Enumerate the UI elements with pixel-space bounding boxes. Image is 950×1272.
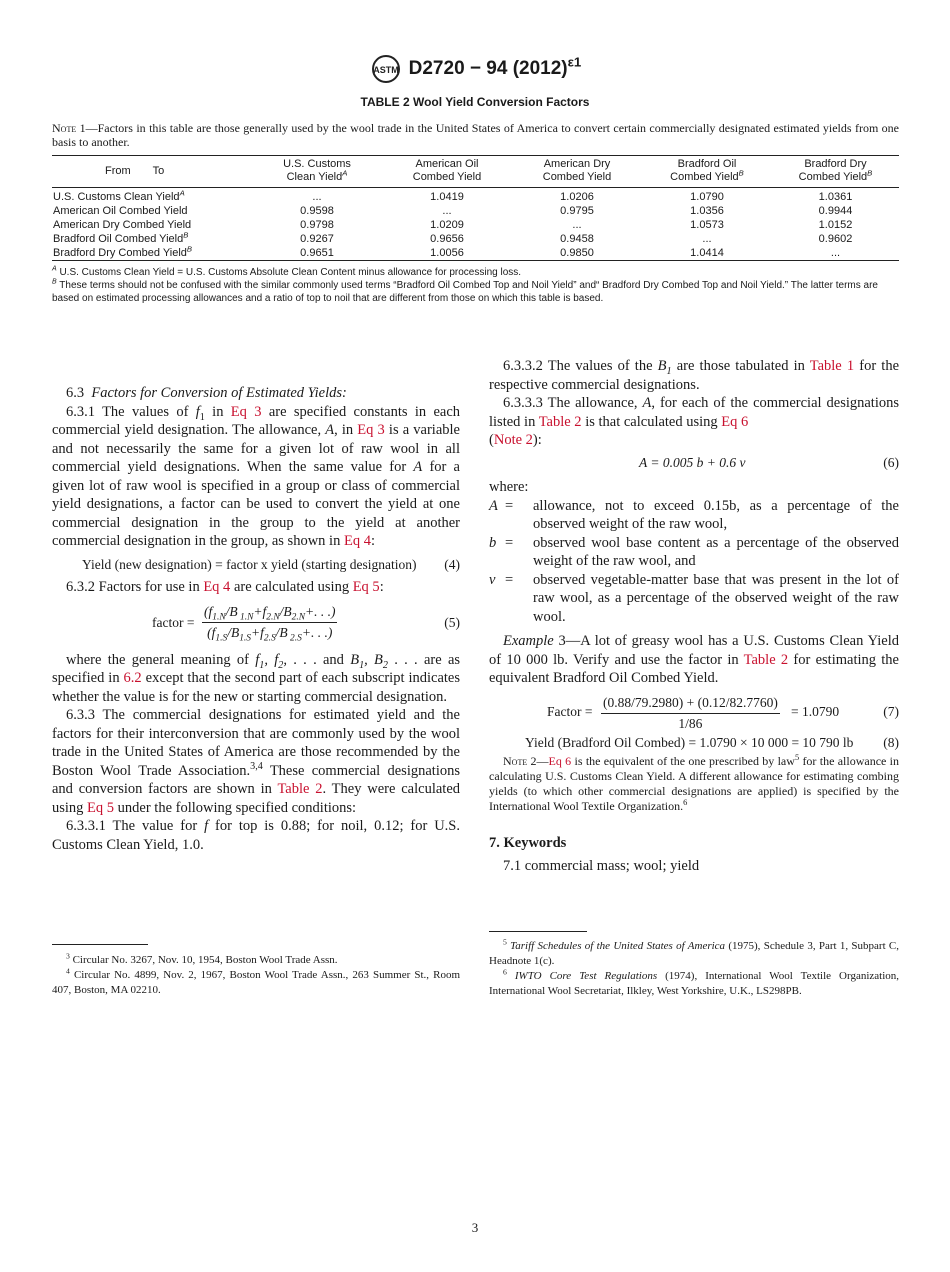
eq6-link[interactable]: Eq 6 bbox=[548, 754, 572, 768]
table-cell: ... bbox=[572, 219, 582, 231]
table-footnote-b: $^B$ These terms should not be confused with the similar commonly used terms “Bradford Oil Combed Top and Noil Yield” and“ Bradford Dry Combed Top and Noil Yield.” The latter terms are based on estimated processing allowances and a ratio of top to noil that are different from those on which this table is based. bbox=[52, 278, 878, 304]
table-cell: 1.0419 bbox=[430, 191, 464, 203]
standard-designation: D2720 − 94 $(2012)^{\varepsilon 1}$ bbox=[408, 54, 582, 79]
note-2: Note 2—Eq 6 is the equivalent of the one prescribed by law$^5$ for the allowance in calculating U.S. Customs Clean Yield. A different allowance for estimating combing yields (to which other commercial designations are applied) is specified by the International Wool Textile Organization.$^6$ bbox=[489, 753, 899, 813]
row-label: American Oil Combed Yield bbox=[53, 205, 188, 217]
footnote-3: $^3$ Circular No. 3267, Nov. 10, 1954, Boston Wool Trade Assn. bbox=[66, 951, 338, 966]
section-heading-6-3: 6.3 Factors for Conversion of Estimated Yields: bbox=[66, 385, 347, 401]
where-label: where: bbox=[489, 479, 529, 495]
table-cell: 0.9267 bbox=[300, 233, 334, 245]
table-cell: 1.0206 bbox=[560, 191, 594, 203]
table-cell: 1.0573 bbox=[690, 219, 724, 231]
right-column bbox=[489, 357, 899, 875]
section-6-2-link[interactable]: 6.2 bbox=[123, 670, 142, 686]
paragraph-6-3-1: 6.3.1 The values of $f_1$ in Eq 3 are specified constants in each commercial yield designation. The allowance, A, in Eq 3 is a variable and not necessarily the same for a given lot of raw wool in all commercial yield designations. When the same value for A for a given lot of raw wool is specified in a group or class of commercial yield designations, a factor can be used to convert the yield at one commercial designation in the group to the yield at another commercial designation in the group, as shown in Eq 4: bbox=[52, 403, 461, 549]
column-header: American Dry Combed Yield bbox=[512, 156, 642, 188]
equation-5: factor = $\frac{(f_{1.N}/B _{1.N}+f_{2.N}/B_{2.N}+. . .)}{(f_{1.S}/B_{1.S}+f_{2.S}/B _{2.S}+. . .)}$ (5) bbox=[152, 603, 460, 644]
footnotes-right bbox=[489, 939, 899, 999]
paragraph-6-3-2: 6.3.2 Factors for use in Eq 4 are calculated using Eq 5: bbox=[66, 579, 384, 595]
table-title: TABLE 2 Wool Yield Conversion Factors bbox=[360, 95, 590, 109]
table-cell: 0.9798 bbox=[300, 219, 334, 231]
eq4-link[interactable]: Eq 4 bbox=[343, 533, 371, 549]
table-footnote-a: $^A$ U.S. Customs Clean Yield = U.S. Customs Absolute Clean Content minus allowance for processing loss. bbox=[52, 265, 522, 278]
table-cell: ... bbox=[312, 191, 322, 203]
table-cell: 1.0414 bbox=[642, 246, 772, 261]
table-cell: ... bbox=[702, 233, 712, 245]
table-1-link[interactable]: Table 1 bbox=[809, 358, 855, 374]
note-2-link[interactable]: Note 2 bbox=[493, 432, 533, 448]
example-3: Example 3—A lot of greasy wool has a U.S. Customs Clean Yield of 10 000 lb. Verify and use the factor in Table 2 for estimating the equivalent Bradford Oil Combed Yield. bbox=[489, 633, 899, 686]
table-cell: 1.0356 bbox=[690, 205, 724, 217]
page-number: 3 bbox=[471, 1220, 479, 1235]
where-item-v: v = observed vegetable-matter base that was present in the lot of raw wool, as a percentage of the observed weight of the raw wool. bbox=[489, 571, 899, 625]
table-cell: 0.9598 bbox=[300, 205, 334, 217]
column-header: American Oil Combed Yield bbox=[382, 156, 512, 188]
eq6-link[interactable]: Eq 6 bbox=[721, 413, 749, 430]
table-cell: 1.0209 bbox=[430, 219, 464, 231]
equation-7-fraction: $\frac{(0.88/79.2980) + (0.12/82.7760)}{1/86}$ bbox=[603, 694, 778, 731]
table-cell: 0.9458 bbox=[560, 233, 594, 245]
column-header: U.S. Customs Clean Yield$^A$ bbox=[252, 156, 382, 188]
table-2-link[interactable]: Table 2 bbox=[538, 413, 582, 430]
paragraph-7-1: 7.1 commercial mass; wool; yield bbox=[503, 857, 700, 874]
where-item-A: A = allowance, not to exceed 0.15b, as a percentage of the observed weight of the raw wool, bbox=[489, 497, 899, 532]
conversion-table bbox=[52, 155, 899, 261]
table-cell: 0.9651 bbox=[252, 246, 382, 261]
table-row bbox=[52, 232, 899, 246]
table-cell: 1.0361 bbox=[818, 191, 853, 203]
equation-8: Yield (Bradford Oil Combed) = 1.0790 × 10 000 = 10 790 lb (8) bbox=[525, 734, 899, 750]
astm-logo bbox=[369, 54, 403, 84]
page-header bbox=[0, 54, 950, 84]
equation-7: Factor = $\frac{(0.88/79.2980) + (0.12/82.7760)}{1/86}$ = 1.0790 (7) bbox=[547, 694, 899, 730]
table-cell: ... bbox=[442, 205, 452, 217]
equation-6: A = 0.005 b + 0.6 v (6) bbox=[639, 454, 899, 470]
table-cell: 0.9656 bbox=[430, 233, 464, 245]
table-cell: 1.0790 bbox=[690, 191, 724, 203]
svg-text:ASTM: ASTM bbox=[372, 65, 399, 75]
equation-4: Yield (new designation) = factor x yield (starting designation) (4) bbox=[82, 556, 460, 572]
footnote-rule-left bbox=[52, 944, 148, 945]
column-header: Bradford Dry Combed Yield$^B$ bbox=[772, 156, 899, 188]
row-label: Bradford Dry Combed Yield$^B$ bbox=[52, 246, 252, 261]
table-row bbox=[52, 188, 899, 205]
eq4-link[interactable]: Eq 4 bbox=[203, 579, 231, 595]
paragraph-6-3-3-3: 6.3.3.3 The allowance, A, for each of the commercial designations listed in Table 2 is that calculated using Eq 6 (Note 2): bbox=[489, 395, 899, 448]
section-heading-7: 7. Keywords bbox=[489, 835, 567, 851]
table-2-link[interactable]: Table 2 bbox=[277, 781, 323, 797]
table-row bbox=[52, 218, 899, 232]
column-header: Bradford Oil Combed Yield$^B$ bbox=[642, 156, 772, 188]
table-cell: 1.0056 bbox=[382, 246, 512, 261]
eq3-link[interactable]: Eq 3 bbox=[230, 403, 262, 420]
table-cell: ... bbox=[772, 246, 899, 261]
where-item-b: b = observed wool base content as a percentage of the observed weight of the raw wool, and bbox=[489, 534, 899, 569]
footnote-rule-right bbox=[489, 931, 587, 932]
row-label: U.S. Customs Clean Yield$^A$ bbox=[53, 188, 185, 203]
table-cell: 0.9850 bbox=[512, 246, 642, 261]
footnotes-left bbox=[52, 953, 460, 998]
footnote-6: $^6$ IWTO Core Test Regulations (1974), International Wool Textile Organization, International Wool Secretariat, Ilkley, West Yorkshire, U.K., LS298PB. bbox=[489, 967, 900, 997]
left-column bbox=[52, 384, 460, 854]
eq5-link[interactable]: Eq 5 bbox=[352, 579, 380, 595]
equation-5-fraction: $\frac{(f_{1.N}/B _{1.N}+f_{2.N}/B_{2.N}+. . .)}{(f_{1.S}/B_{1.S}+f_{2.S}/B _{2.S}+. . .)}$ bbox=[204, 603, 336, 644]
table-cell: 0.9944 bbox=[818, 205, 853, 217]
paragraph-6-3-3-1: 6.3.3.1 The value for f for top is 0.88; for noil, 0.12; for U.S. Customs Clean Yield, 1.0. bbox=[52, 818, 460, 853]
footnote-5: $^5$ Tariff Schedules of the United States of America (1975), Schedule 3, Part 1, Subpart C, Headnote 1(c). bbox=[489, 937, 899, 967]
footnote-4: $^4$ Circular No. 4899, Nov. 2, 1967, Boston Wool Trade Assn., 263 Summer St., Room 407, Boston, MA 02210. bbox=[52, 966, 460, 996]
row-label: Bradford Oil Combed Yield$^B$ bbox=[53, 230, 189, 245]
eq3-link[interactable]: Eq 3 bbox=[357, 422, 385, 438]
row-label: American Dry Combed Yield bbox=[53, 219, 192, 231]
table-2-link[interactable]: Table 2 bbox=[743, 651, 789, 668]
table-header-row bbox=[52, 156, 899, 188]
paragraph-6-3-3-2: 6.3.3.2 The values of the $B_1$ are those tabulated in Table 1 for the respective commercial designations. bbox=[489, 358, 900, 393]
table-footnotes bbox=[52, 266, 899, 305]
table-cell: 0.9602 bbox=[818, 233, 853, 245]
paragraph-6-3-2-where: where the general meaning of $f_1$, $f_2$, . . . and $B_1$, $B_2$ . . . are as specified in 6.2 except that the second part of each subscript indicates whether the value is for the new or starting commercial designation. bbox=[52, 651, 461, 705]
table-cell: 1.0152 bbox=[818, 219, 853, 231]
paragraph-6-3-3: 6.3.3 The commercial designations for estimated yield and the factors for their interconversion that are commonly used by the wool trade in the United States of America are those recommended by the Boston Wool Trade Association.$^{3,4}$ These commercial designations and conversion factors are shown in Table 2. They were calculated using Eq 5 under the following specified conditions: bbox=[52, 707, 461, 816]
table-row bbox=[52, 246, 899, 261]
table-cell: 0.9795 bbox=[560, 205, 594, 217]
eq5-link[interactable]: Eq 5 bbox=[87, 799, 115, 816]
from-to-header: From To bbox=[52, 156, 252, 188]
table-note: Note 1—Factors in this table are those generally used by the wool trade in the United States of America to convert certain commercially designated estimated yields from one basis to another. bbox=[52, 121, 900, 149]
table-row bbox=[52, 204, 899, 218]
